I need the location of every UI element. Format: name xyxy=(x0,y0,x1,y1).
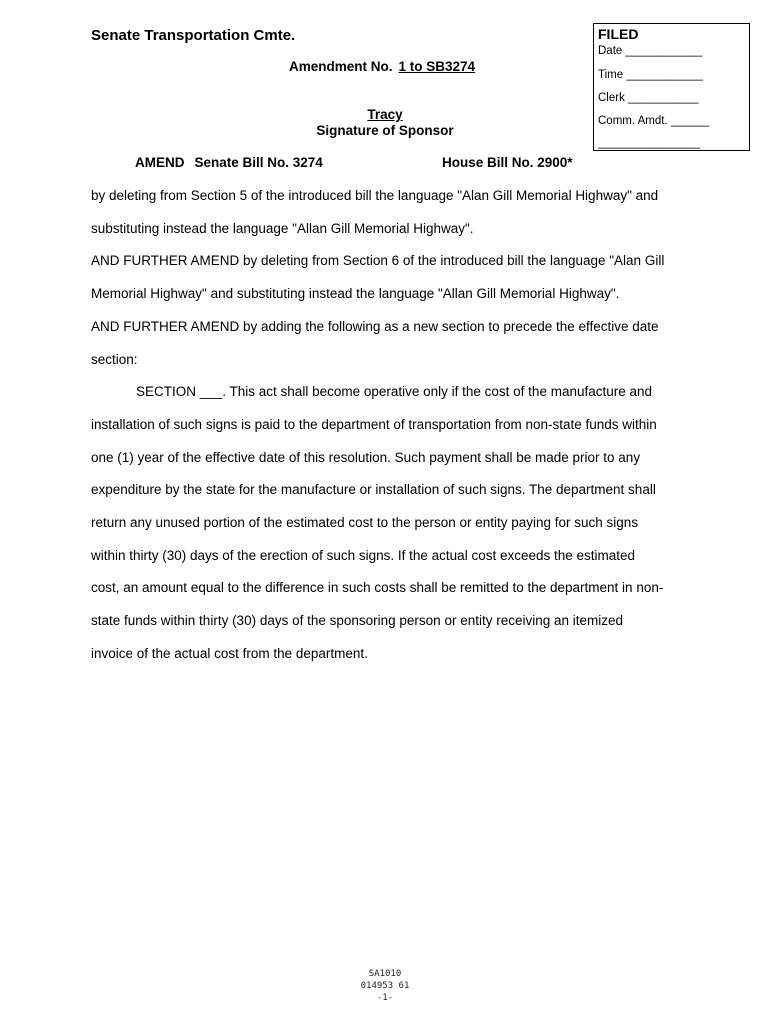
filed-stamp-box xyxy=(593,23,750,151)
body-line: by deleting from Section 5 of the introduced bill the language "Alan Gill Memorial Highway" and xyxy=(91,188,659,203)
sponsor-block xyxy=(300,107,470,139)
sponsor-label: Signature of Sponsor xyxy=(316,123,454,138)
body-line: within thirty (30) days of the erection of such signs. If the actual cost exceeds the estimated xyxy=(91,547,636,563)
filed-title: FILED xyxy=(598,26,639,42)
footer-number: 014953 61 xyxy=(360,981,410,991)
amendment-number: 1 to SB3274 xyxy=(398,59,476,74)
body-line: AND FURTHER AMEND by deleting from Section 6 of the introduced bill the language "Alan Gill xyxy=(91,253,665,269)
sponsor-name: Tracy xyxy=(367,107,403,122)
body-line: return any unused portion of the estimated cost to the person or entity paying for such signs xyxy=(91,515,639,531)
footer-code: SA1010 xyxy=(368,969,402,979)
amendment-number-line xyxy=(289,59,475,74)
body-line: AND FURTHER AMEND by adding the following as a new section to precede the effective date xyxy=(91,318,659,334)
filed-clerk-line: Clerk ___________ xyxy=(598,92,699,104)
house-bill-number: House Bill No. 2900* xyxy=(442,155,573,170)
amendment-body xyxy=(91,180,691,671)
body-line: one (1) year of the effective date of this resolution. Such payment shall be made prior to any xyxy=(91,449,641,465)
page-number: -1- xyxy=(376,993,394,1003)
body-line: expenditure by the state for the manufacture or installation of such signs. The department shall xyxy=(91,482,656,498)
body-line: cost, an amount equal to the difference in such costs shall be remitted to the department in non- xyxy=(91,580,664,596)
filed-blank-line: ________________ xyxy=(598,137,701,149)
body-line: substituting instead the language "Allan Gill Memorial Highway". xyxy=(91,220,474,236)
body-line: section: xyxy=(91,351,138,367)
bill-line xyxy=(135,155,595,170)
amend-label: AMEND xyxy=(135,155,185,170)
senate-bill-number: Senate Bill No. 3274 xyxy=(194,155,323,170)
filed-date-line: Date ____________ xyxy=(598,45,703,57)
page-footer xyxy=(335,968,435,1004)
committee-name: Senate Transportation Cmte. xyxy=(91,27,296,44)
body-line: installation of such signs is paid to the department of transportation from non-state funds within xyxy=(91,416,657,432)
amendment-label: Amendment No. xyxy=(289,59,393,74)
filed-time-line: Time ____________ xyxy=(598,69,704,81)
body-line: state funds within thirty (30) days of the sponsoring person or entity receiving an itemized xyxy=(91,613,624,629)
body-line: SECTION ___. This act shall become operative only if the cost of the manufacture and xyxy=(136,384,653,400)
body-line: invoice of the actual cost from the department. xyxy=(91,645,368,661)
body-line: Memorial Highway" and substituting instead the language "Allan Gill Memorial Highway". xyxy=(91,286,620,302)
filed-comm-amdt-line: Comm. Amdt. ______ xyxy=(598,115,710,127)
